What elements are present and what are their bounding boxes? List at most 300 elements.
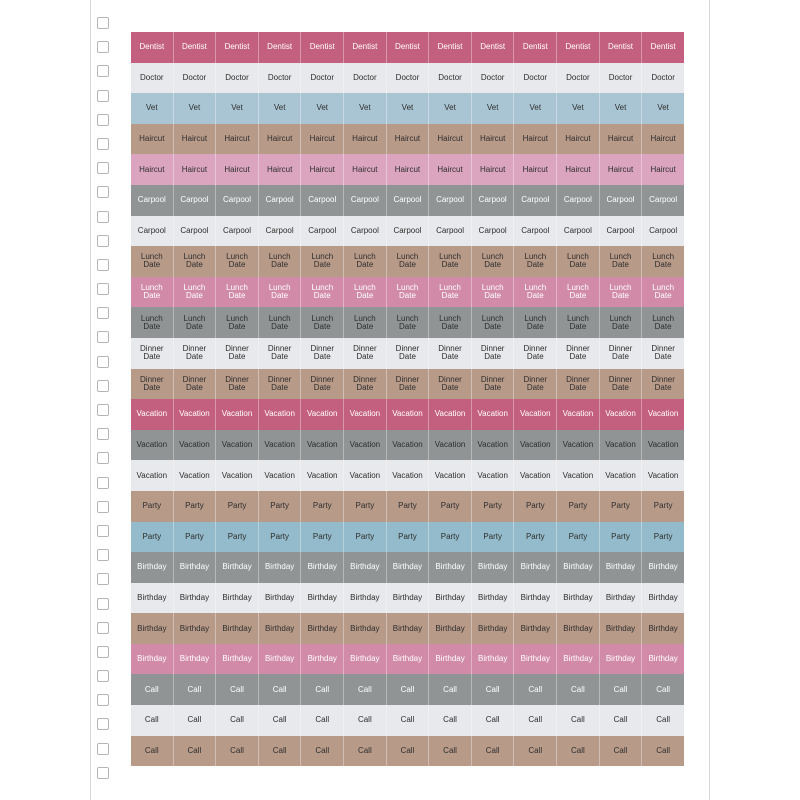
sticker[interactable]: Vet — [514, 93, 557, 124]
sticker[interactable]: Lunch Date — [472, 307, 515, 338]
sticker[interactable]: Dentist — [216, 32, 259, 63]
sticker[interactable]: Vacation — [259, 460, 302, 491]
sticker[interactable]: Birthday — [131, 613, 174, 644]
sticker[interactable]: Call — [472, 736, 515, 767]
sticker[interactable]: Birthday — [131, 644, 174, 675]
sticker[interactable]: Carpool — [514, 185, 557, 216]
sticker[interactable]: Birthday — [600, 644, 643, 675]
sticker[interactable]: Carpool — [301, 185, 344, 216]
sticker[interactable]: Carpool — [259, 216, 302, 247]
sticker[interactable]: Birthday — [387, 644, 430, 675]
sticker[interactable]: Carpool — [557, 216, 600, 247]
sticker[interactable]: Lunch Date — [216, 246, 259, 277]
sticker[interactable]: Dinner Date — [472, 369, 515, 400]
sticker[interactable]: Party — [514, 491, 557, 522]
sticker[interactable]: Lunch Date — [429, 246, 472, 277]
sticker[interactable]: Dinner Date — [131, 338, 174, 369]
sticker[interactable]: Haircut — [429, 124, 472, 155]
sticker[interactable]: Call — [301, 705, 344, 736]
sticker[interactable]: Dentist — [387, 32, 430, 63]
sticker[interactable]: Dinner Date — [642, 369, 684, 400]
sticker[interactable]: Vacation — [344, 399, 387, 430]
sticker[interactable]: Dentist — [557, 32, 600, 63]
sticker[interactable]: Call — [429, 674, 472, 705]
sticker[interactable]: Dinner Date — [600, 338, 643, 369]
sticker[interactable]: Vacation — [344, 430, 387, 461]
sticker[interactable]: Carpool — [131, 185, 174, 216]
sticker[interactable]: Haircut — [387, 154, 430, 185]
sticker[interactable]: Carpool — [600, 185, 643, 216]
sticker[interactable]: Vacation — [344, 460, 387, 491]
sticker[interactable]: Dinner Date — [557, 369, 600, 400]
sticker[interactable]: Dinner Date — [174, 369, 217, 400]
sticker[interactable]: Call — [259, 705, 302, 736]
sticker[interactable]: Birthday — [301, 552, 344, 583]
sticker[interactable]: Vacation — [387, 460, 430, 491]
sticker[interactable]: Birthday — [301, 644, 344, 675]
sticker[interactable]: Party — [174, 522, 217, 553]
sticker[interactable]: Call — [600, 674, 643, 705]
sticker[interactable]: Call — [216, 674, 259, 705]
sticker[interactable]: Birthday — [259, 552, 302, 583]
sticker[interactable]: Birthday — [259, 644, 302, 675]
sticker[interactable]: Dinner Date — [301, 338, 344, 369]
sticker[interactable]: Lunch Date — [429, 307, 472, 338]
sticker[interactable]: Doctor — [429, 63, 472, 94]
sticker[interactable]: Dentist — [472, 32, 515, 63]
sticker[interactable]: Call — [344, 736, 387, 767]
sticker[interactable]: Vacation — [301, 460, 344, 491]
sticker[interactable]: Carpool — [472, 185, 515, 216]
sticker[interactable]: Vet — [301, 93, 344, 124]
sticker[interactable]: Vacation — [387, 430, 430, 461]
sticker[interactable]: Doctor — [557, 63, 600, 94]
sticker[interactable]: Lunch Date — [600, 307, 643, 338]
sticker[interactable]: Haircut — [557, 154, 600, 185]
sticker[interactable]: Haircut — [514, 124, 557, 155]
sticker[interactable]: Call — [600, 705, 643, 736]
sticker[interactable]: Dentist — [174, 32, 217, 63]
sticker[interactable]: Vacation — [600, 430, 643, 461]
sticker[interactable]: Birthday — [472, 613, 515, 644]
sticker[interactable]: Dentist — [514, 32, 557, 63]
sticker[interactable]: Party — [259, 491, 302, 522]
sticker[interactable]: Vacation — [131, 430, 174, 461]
sticker[interactable]: Vacation — [642, 460, 684, 491]
sticker[interactable]: Lunch Date — [344, 277, 387, 308]
sticker[interactable]: Vet — [259, 93, 302, 124]
sticker[interactable]: Vacation — [174, 460, 217, 491]
sticker[interactable]: Birthday — [514, 552, 557, 583]
sticker[interactable]: Birthday — [216, 613, 259, 644]
sticker[interactable]: Haircut — [514, 154, 557, 185]
sticker[interactable]: Call — [514, 736, 557, 767]
sticker[interactable]: Dentist — [642, 32, 684, 63]
sticker[interactable]: Birthday — [557, 613, 600, 644]
sticker[interactable]: Birthday — [387, 583, 430, 614]
sticker[interactable]: Vacation — [387, 399, 430, 430]
sticker[interactable]: Vacation — [429, 430, 472, 461]
sticker[interactable]: Vacation — [429, 399, 472, 430]
sticker[interactable]: Haircut — [301, 124, 344, 155]
sticker[interactable]: Party — [131, 522, 174, 553]
sticker[interactable]: Dinner Date — [216, 369, 259, 400]
sticker[interactable]: Call — [131, 674, 174, 705]
sticker[interactable]: Dinner Date — [472, 338, 515, 369]
sticker[interactable]: Haircut — [174, 154, 217, 185]
sticker[interactable]: Lunch Date — [387, 277, 430, 308]
sticker[interactable]: Vacation — [429, 460, 472, 491]
sticker[interactable]: Party — [344, 522, 387, 553]
sticker[interactable]: Carpool — [514, 216, 557, 247]
sticker[interactable]: Party — [301, 491, 344, 522]
sticker[interactable]: Birthday — [557, 583, 600, 614]
sticker[interactable]: Lunch Date — [514, 246, 557, 277]
sticker[interactable]: Dinner Date — [131, 369, 174, 400]
sticker[interactable]: Call — [514, 705, 557, 736]
sticker[interactable]: Lunch Date — [216, 307, 259, 338]
sticker[interactable]: Dentist — [259, 32, 302, 63]
sticker[interactable]: Call — [259, 674, 302, 705]
sticker[interactable]: Party — [472, 522, 515, 553]
sticker[interactable]: Call — [429, 705, 472, 736]
sticker[interactable]: Birthday — [301, 583, 344, 614]
sticker[interactable]: Party — [514, 522, 557, 553]
sticker[interactable]: Carpool — [174, 216, 217, 247]
sticker[interactable]: Birthday — [642, 613, 684, 644]
sticker[interactable]: Call — [216, 736, 259, 767]
sticker[interactable]: Lunch Date — [131, 246, 174, 277]
sticker[interactable]: Vacation — [600, 460, 643, 491]
sticker[interactable]: Vacation — [472, 399, 515, 430]
sticker[interactable]: Vacation — [131, 460, 174, 491]
sticker[interactable]: Vacation — [600, 399, 643, 430]
sticker[interactable]: Lunch Date — [301, 307, 344, 338]
sticker[interactable]: Dentist — [344, 32, 387, 63]
sticker[interactable]: Haircut — [216, 154, 259, 185]
sticker[interactable]: Birthday — [514, 644, 557, 675]
sticker[interactable]: Birthday — [642, 552, 684, 583]
sticker[interactable]: Haircut — [600, 124, 643, 155]
sticker[interactable]: Lunch Date — [387, 307, 430, 338]
sticker[interactable]: Lunch Date — [301, 277, 344, 308]
sticker[interactable]: Lunch Date — [131, 307, 174, 338]
sticker[interactable]: Lunch Date — [557, 307, 600, 338]
sticker[interactable]: Haircut — [600, 154, 643, 185]
sticker[interactable]: Call — [301, 736, 344, 767]
sticker[interactable]: Party — [429, 522, 472, 553]
sticker[interactable]: Carpool — [600, 216, 643, 247]
sticker[interactable]: Birthday — [131, 552, 174, 583]
sticker[interactable]: Birthday — [131, 583, 174, 614]
sticker[interactable]: Lunch Date — [259, 246, 302, 277]
sticker[interactable]: Call — [472, 705, 515, 736]
sticker[interactable]: Call — [514, 674, 557, 705]
sticker[interactable]: Vacation — [557, 399, 600, 430]
sticker[interactable]: Vacation — [259, 399, 302, 430]
sticker[interactable]: Carpool — [387, 216, 430, 247]
sticker[interactable]: Carpool — [429, 185, 472, 216]
sticker[interactable]: Vet — [174, 93, 217, 124]
sticker[interactable]: Birthday — [174, 583, 217, 614]
sticker[interactable]: Dinner Date — [216, 338, 259, 369]
sticker[interactable]: Call — [472, 674, 515, 705]
sticker[interactable]: Birthday — [387, 552, 430, 583]
sticker[interactable]: Lunch Date — [174, 307, 217, 338]
sticker[interactable]: Vet — [387, 93, 430, 124]
sticker[interactable]: Party — [259, 522, 302, 553]
sticker[interactable]: Doctor — [642, 63, 684, 94]
sticker[interactable]: Vacation — [514, 430, 557, 461]
sticker[interactable]: Haircut — [216, 124, 259, 155]
sticker[interactable]: Haircut — [301, 154, 344, 185]
sticker[interactable]: Birthday — [514, 613, 557, 644]
sticker[interactable]: Vacation — [642, 430, 684, 461]
sticker[interactable]: Party — [301, 522, 344, 553]
sticker[interactable]: Dinner Date — [514, 338, 557, 369]
sticker[interactable]: Carpool — [216, 185, 259, 216]
sticker[interactable]: Vacation — [557, 460, 600, 491]
sticker[interactable]: Call — [387, 736, 430, 767]
sticker[interactable]: Vacation — [174, 430, 217, 461]
sticker[interactable]: Lunch Date — [344, 246, 387, 277]
sticker[interactable]: Call — [557, 674, 600, 705]
sticker[interactable]: Lunch Date — [301, 246, 344, 277]
sticker[interactable]: Doctor — [344, 63, 387, 94]
sticker[interactable]: Dinner Date — [344, 369, 387, 400]
sticker[interactable]: Dinner Date — [259, 338, 302, 369]
sticker[interactable]: Birthday — [259, 583, 302, 614]
sticker[interactable]: Dinner Date — [259, 369, 302, 400]
sticker[interactable]: Haircut — [642, 124, 684, 155]
sticker[interactable]: Lunch Date — [514, 307, 557, 338]
sticker[interactable]: Carpool — [472, 216, 515, 247]
sticker[interactable]: Doctor — [472, 63, 515, 94]
sticker[interactable]: Call — [131, 705, 174, 736]
sticker[interactable]: Vacation — [259, 430, 302, 461]
sticker[interactable]: Haircut — [131, 124, 174, 155]
sticker[interactable]: Party — [429, 491, 472, 522]
sticker[interactable]: Vacation — [642, 399, 684, 430]
sticker[interactable]: Call — [557, 705, 600, 736]
sticker[interactable]: Birthday — [472, 583, 515, 614]
sticker[interactable]: Call — [344, 674, 387, 705]
sticker[interactable]: Dentist — [301, 32, 344, 63]
sticker[interactable]: Lunch Date — [174, 246, 217, 277]
sticker[interactable]: Lunch Date — [642, 277, 684, 308]
sticker[interactable]: Call — [387, 674, 430, 705]
sticker[interactable]: Call — [131, 736, 174, 767]
sticker[interactable]: Vacation — [514, 460, 557, 491]
sticker[interactable]: Vet — [600, 93, 643, 124]
sticker[interactable]: Party — [642, 491, 684, 522]
sticker[interactable]: Birthday — [344, 613, 387, 644]
sticker[interactable]: Carpool — [301, 216, 344, 247]
sticker[interactable]: Call — [642, 736, 684, 767]
sticker[interactable]: Birthday — [642, 644, 684, 675]
sticker[interactable]: Doctor — [259, 63, 302, 94]
sticker[interactable]: Lunch Date — [642, 246, 684, 277]
sticker[interactable]: Vacation — [216, 399, 259, 430]
sticker[interactable]: Call — [642, 705, 684, 736]
sticker[interactable]: Doctor — [600, 63, 643, 94]
sticker[interactable]: Carpool — [216, 216, 259, 247]
sticker[interactable]: Lunch Date — [387, 246, 430, 277]
sticker[interactable]: Dinner Date — [514, 369, 557, 400]
sticker[interactable]: Party — [557, 522, 600, 553]
sticker[interactable]: Birthday — [174, 613, 217, 644]
sticker[interactable]: Birthday — [344, 644, 387, 675]
sticker[interactable]: Lunch Date — [174, 277, 217, 308]
sticker[interactable]: Lunch Date — [600, 277, 643, 308]
sticker[interactable]: Carpool — [557, 185, 600, 216]
sticker[interactable]: Vacation — [131, 399, 174, 430]
sticker[interactable]: Doctor — [131, 63, 174, 94]
sticker[interactable]: Party — [600, 522, 643, 553]
sticker[interactable]: Vet — [642, 93, 684, 124]
sticker[interactable]: Lunch Date — [216, 277, 259, 308]
sticker[interactable]: Party — [387, 522, 430, 553]
sticker[interactable]: Vet — [344, 93, 387, 124]
sticker[interactable]: Lunch Date — [514, 277, 557, 308]
sticker[interactable]: Birthday — [216, 552, 259, 583]
sticker[interactable]: Haircut — [131, 154, 174, 185]
sticker[interactable]: Birthday — [600, 583, 643, 614]
sticker[interactable]: Party — [216, 491, 259, 522]
sticker[interactable]: Doctor — [174, 63, 217, 94]
sticker[interactable]: Haircut — [344, 154, 387, 185]
sticker[interactable]: Party — [557, 491, 600, 522]
sticker[interactable]: Lunch Date — [642, 307, 684, 338]
sticker[interactable]: Vet — [429, 93, 472, 124]
sticker[interactable]: Carpool — [642, 216, 684, 247]
sticker[interactable]: Dinner Date — [344, 338, 387, 369]
sticker[interactable]: Call — [600, 736, 643, 767]
sticker[interactable]: Haircut — [472, 124, 515, 155]
sticker[interactable]: Birthday — [642, 583, 684, 614]
sticker[interactable]: Carpool — [174, 185, 217, 216]
sticker[interactable]: Dentist — [131, 32, 174, 63]
sticker[interactable]: Birthday — [259, 613, 302, 644]
sticker[interactable]: Call — [387, 705, 430, 736]
sticker[interactable]: Birthday — [344, 583, 387, 614]
sticker[interactable]: Lunch Date — [557, 246, 600, 277]
sticker[interactable]: Call — [259, 736, 302, 767]
sticker[interactable]: Dinner Date — [429, 338, 472, 369]
sticker[interactable]: Vacation — [216, 430, 259, 461]
sticker[interactable]: Vacation — [301, 399, 344, 430]
sticker[interactable]: Dinner Date — [387, 369, 430, 400]
sticker[interactable]: Haircut — [557, 124, 600, 155]
sticker[interactable]: Party — [472, 491, 515, 522]
sticker[interactable]: Haircut — [472, 154, 515, 185]
sticker[interactable]: Birthday — [557, 644, 600, 675]
sticker[interactable]: Dinner Date — [600, 369, 643, 400]
sticker[interactable]: Birthday — [472, 552, 515, 583]
sticker[interactable]: Party — [344, 491, 387, 522]
sticker[interactable]: Carpool — [387, 185, 430, 216]
sticker[interactable]: Birthday — [387, 613, 430, 644]
sticker[interactable]: Birthday — [600, 613, 643, 644]
sticker[interactable]: Birthday — [557, 552, 600, 583]
sticker[interactable]: Vet — [216, 93, 259, 124]
sticker[interactable]: Vacation — [216, 460, 259, 491]
sticker[interactable]: Carpool — [259, 185, 302, 216]
sticker[interactable]: Vacation — [472, 430, 515, 461]
sticker[interactable]: Call — [429, 736, 472, 767]
sticker[interactable]: Carpool — [131, 216, 174, 247]
sticker[interactable]: Party — [642, 522, 684, 553]
sticker[interactable]: Birthday — [429, 613, 472, 644]
sticker[interactable]: Dinner Date — [429, 369, 472, 400]
sticker[interactable]: Birthday — [344, 552, 387, 583]
sticker[interactable]: Doctor — [514, 63, 557, 94]
sticker[interactable]: Dinner Date — [174, 338, 217, 369]
sticker[interactable]: Vacation — [472, 460, 515, 491]
sticker[interactable]: Doctor — [387, 63, 430, 94]
sticker[interactable]: Birthday — [216, 583, 259, 614]
sticker[interactable]: Birthday — [472, 644, 515, 675]
sticker[interactable]: Dentist — [429, 32, 472, 63]
sticker[interactable]: Lunch Date — [259, 307, 302, 338]
sticker[interactable]: Birthday — [429, 644, 472, 675]
sticker[interactable]: Birthday — [301, 613, 344, 644]
sticker[interactable]: Call — [344, 705, 387, 736]
sticker[interactable]: Vet — [131, 93, 174, 124]
sticker[interactable]: Doctor — [301, 63, 344, 94]
sticker[interactable]: Call — [174, 736, 217, 767]
sticker[interactable]: Vet — [472, 93, 515, 124]
sticker[interactable]: Lunch Date — [600, 246, 643, 277]
sticker[interactable]: Dinner Date — [557, 338, 600, 369]
sticker[interactable]: Vet — [557, 93, 600, 124]
sticker[interactable]: Carpool — [642, 185, 684, 216]
sticker[interactable]: Carpool — [429, 216, 472, 247]
sticker[interactable]: Carpool — [344, 216, 387, 247]
sticker[interactable]: Haircut — [344, 124, 387, 155]
sticker[interactable]: Party — [131, 491, 174, 522]
sticker[interactable]: Lunch Date — [472, 277, 515, 308]
sticker[interactable]: Call — [642, 674, 684, 705]
sticker[interactable]: Vacation — [174, 399, 217, 430]
sticker[interactable]: Haircut — [429, 154, 472, 185]
sticker[interactable]: Lunch Date — [131, 277, 174, 308]
sticker[interactable]: Birthday — [514, 583, 557, 614]
sticker[interactable]: Call — [301, 674, 344, 705]
sticker[interactable]: Haircut — [387, 124, 430, 155]
sticker[interactable]: Lunch Date — [472, 246, 515, 277]
sticker[interactable]: Carpool — [344, 185, 387, 216]
sticker[interactable]: Haircut — [642, 154, 684, 185]
sticker[interactable]: Doctor — [216, 63, 259, 94]
sticker[interactable]: Call — [174, 705, 217, 736]
sticker[interactable]: Dinner Date — [642, 338, 684, 369]
sticker[interactable]: Party — [174, 491, 217, 522]
sticker[interactable]: Dinner Date — [301, 369, 344, 400]
sticker[interactable]: Birthday — [174, 644, 217, 675]
sticker[interactable]: Party — [387, 491, 430, 522]
sticker[interactable]: Call — [174, 674, 217, 705]
sticker[interactable]: Party — [216, 522, 259, 553]
sticker[interactable]: Birthday — [600, 552, 643, 583]
sticker[interactable]: Birthday — [216, 644, 259, 675]
sticker[interactable]: Party — [600, 491, 643, 522]
sticker[interactable]: Lunch Date — [259, 277, 302, 308]
sticker[interactable]: Birthday — [429, 552, 472, 583]
sticker[interactable]: Dinner Date — [387, 338, 430, 369]
sticker[interactable]: Dentist — [600, 32, 643, 63]
sticker[interactable]: Haircut — [174, 124, 217, 155]
